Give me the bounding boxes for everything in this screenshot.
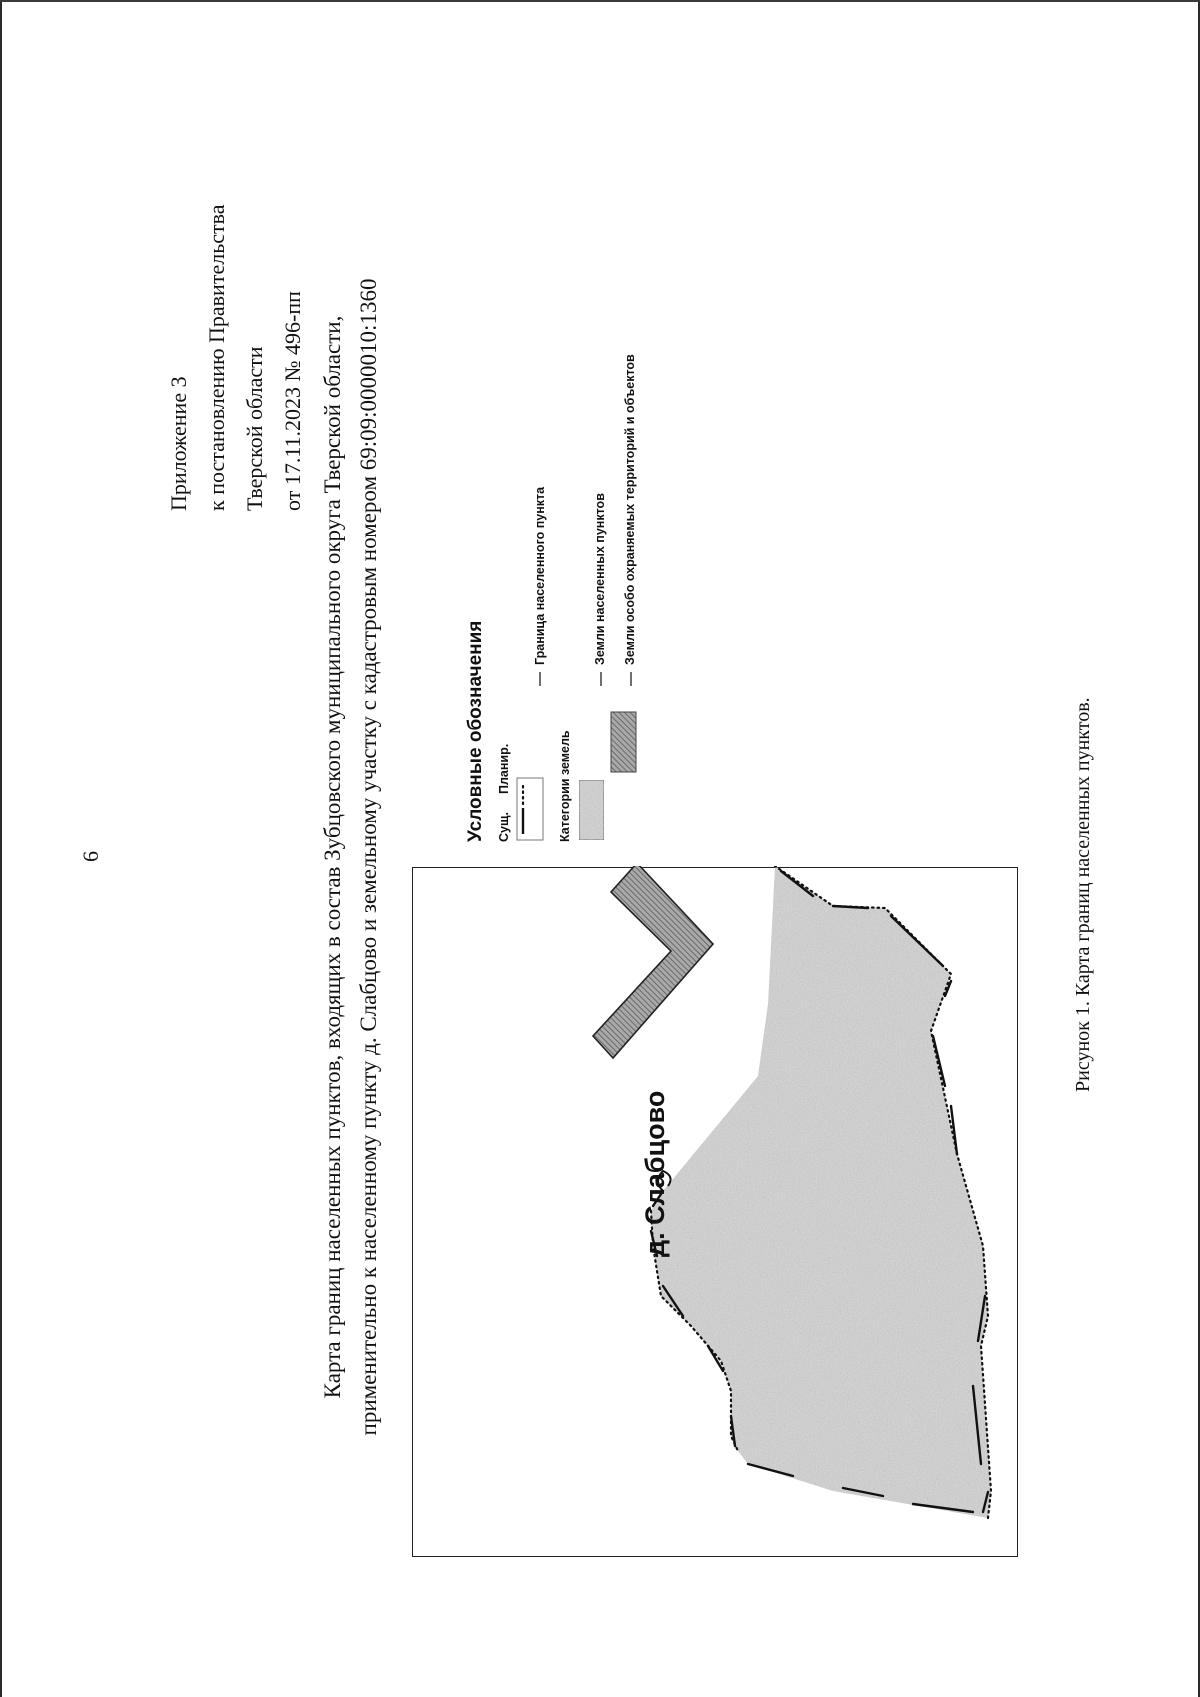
legend-settlement-lands-label: Земли населенных пунктов bbox=[593, 493, 607, 665]
map-canvas bbox=[413, 866, 1019, 1556]
map-title bbox=[315, 167, 387, 1547]
page-number: 6 bbox=[78, 851, 103, 862]
legend-col-existing: Сущ. bbox=[497, 812, 511, 842]
legend-protected-swatch bbox=[611, 712, 636, 772]
appendix-block bbox=[160, 205, 312, 511]
legend-col-planned: Планир. bbox=[497, 743, 511, 794]
figure-caption: Рисунок 1. Карта границ населенных пунктов. bbox=[1072, 697, 1094, 1092]
map-title-line-2: применительно к населенному пункту д. Слабцово и земельному участку с кадастровым номером 69:09:0000010:1360 bbox=[356, 278, 381, 1436]
appendix-line-3: Тверской области bbox=[242, 346, 267, 511]
appendix-line-4: от 17.11.2023 № 496-пп bbox=[280, 291, 305, 511]
protected-territory-plot bbox=[593, 866, 713, 1058]
legend-settlement-swatch bbox=[579, 780, 604, 840]
legend-title: Условные обозначения bbox=[465, 620, 486, 842]
legend-boundary-swatch bbox=[517, 778, 543, 840]
appendix-line-1: Приложение 3 bbox=[166, 376, 191, 511]
legend-protected-lands-label: Земли особо охраняемых территорий и объектов bbox=[623, 354, 637, 665]
legend-symbols bbox=[465, 82, 665, 842]
map-title-line-1: Карта границ населенных пунктов, входящих в состав Зубцовского муниципального округа Тверской области, bbox=[320, 315, 345, 1399]
appendix-line-2: к постановлению Правительства bbox=[204, 204, 229, 511]
legend-boundary-label: Граница населенного пункта bbox=[533, 486, 547, 665]
map-frame bbox=[412, 867, 1018, 1557]
settlement-label: д. Слабцово bbox=[640, 1090, 670, 1257]
legend-land-categories: Категории земель bbox=[558, 730, 572, 842]
legend bbox=[465, 82, 665, 842]
